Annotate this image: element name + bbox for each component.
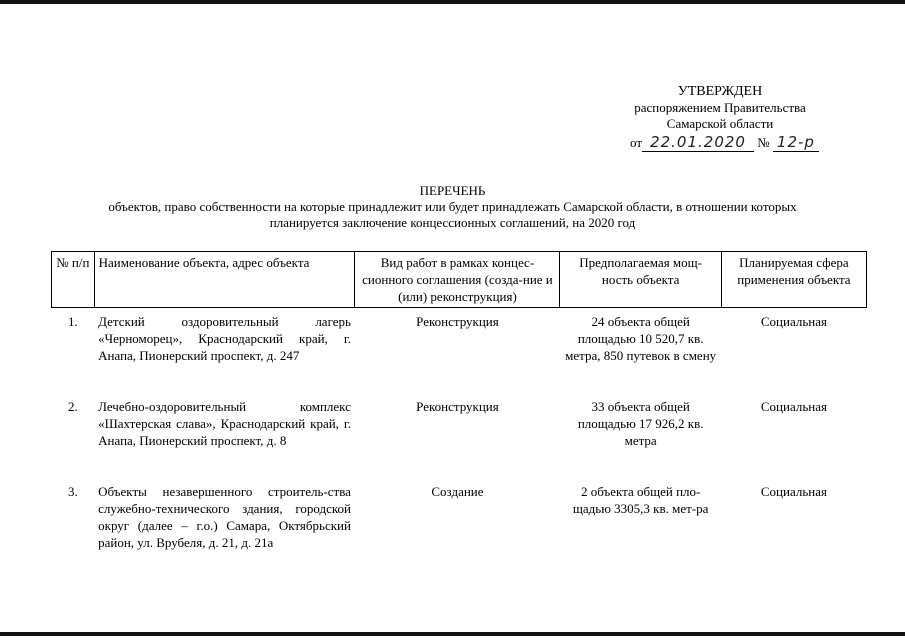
header-sphere: Планируемая сфера применения объекта [721, 252, 866, 308]
cell-capacity: 2 объекта общей пло-щадью 3305,3 кв. мет-ра [572, 484, 709, 516]
approval-stamp [600, 84, 840, 132]
cell-capacity: 24 объекта общей площадью 10 520,7 кв. метра, 850 путевок в смену [565, 314, 717, 363]
cell-name: Объекты незавершенного строитель-ства служебно-технического здания, городской округ (далее – г.о.) Самара, Октябрьский район, ул. Врубеля, д. 21, д. 21а [98, 484, 351, 550]
cell-work: Реконструкция [416, 314, 499, 329]
handwritten-number: 12-р [773, 133, 819, 152]
approval-line-2: Самарской области [666, 116, 774, 131]
date-prefix: от [630, 135, 643, 150]
cell-work: Реконструкция [416, 399, 499, 414]
cell-work: Создание [431, 484, 484, 499]
cell-sphere: Социальная [760, 399, 827, 414]
top-border-line [0, 0, 905, 4]
cell-name: Лечебно-оздоровительный комплекс «Шахтерская слава», Краснодарский край, г. Анапа, Пионерский проспект, д. 8 [98, 399, 351, 448]
number-prefix: № [757, 135, 770, 150]
approval-title: УТВЕРЖДЕН [677, 84, 763, 99]
table-row [52, 308, 867, 394]
cell-num: 1. [67, 314, 78, 329]
table-row [52, 393, 867, 478]
bottom-border-line [0, 632, 905, 636]
header-work: Вид работ в рамках концес-сионного соглашения (созда-ние и (или) реконструкция) [355, 252, 560, 308]
table-header-row [52, 252, 867, 308]
handwritten-date: 22.01.2020 [642, 133, 754, 152]
document-heading [40, 183, 865, 231]
cell-sphere: Социальная [760, 484, 827, 499]
cell-name: Детский оздоровительный лагерь «Черноморец», Краснодарский край, г. Анапа, Пионерский проспект, д. 247 [98, 314, 351, 363]
approval-date-number [630, 133, 860, 152]
header-name: Наименование объекта, адрес объекта [94, 252, 355, 308]
table-row [52, 478, 867, 583]
header-num: № п/п [52, 252, 95, 308]
cell-num: 2. [67, 399, 78, 414]
objects-table [51, 251, 867, 583]
document-title: ПЕРЕЧЕНЬ [419, 183, 486, 198]
cell-sphere: Социальная [760, 314, 827, 329]
document-subtitle: объектов, право собственности на которые принадлежит или будет принадлежать Самарской области, в отношении которых планируется заключение концессионных соглашений, на 2020 год [108, 199, 797, 230]
cell-num: 3. [67, 484, 78, 499]
approval-line-1: распоряжением Правительства [634, 100, 806, 115]
header-capacity: Предполагаемая мощ-ность объекта [560, 252, 721, 308]
cell-capacity: 33 объекта общей площадью 17 926,2 кв. метра [577, 399, 704, 448]
